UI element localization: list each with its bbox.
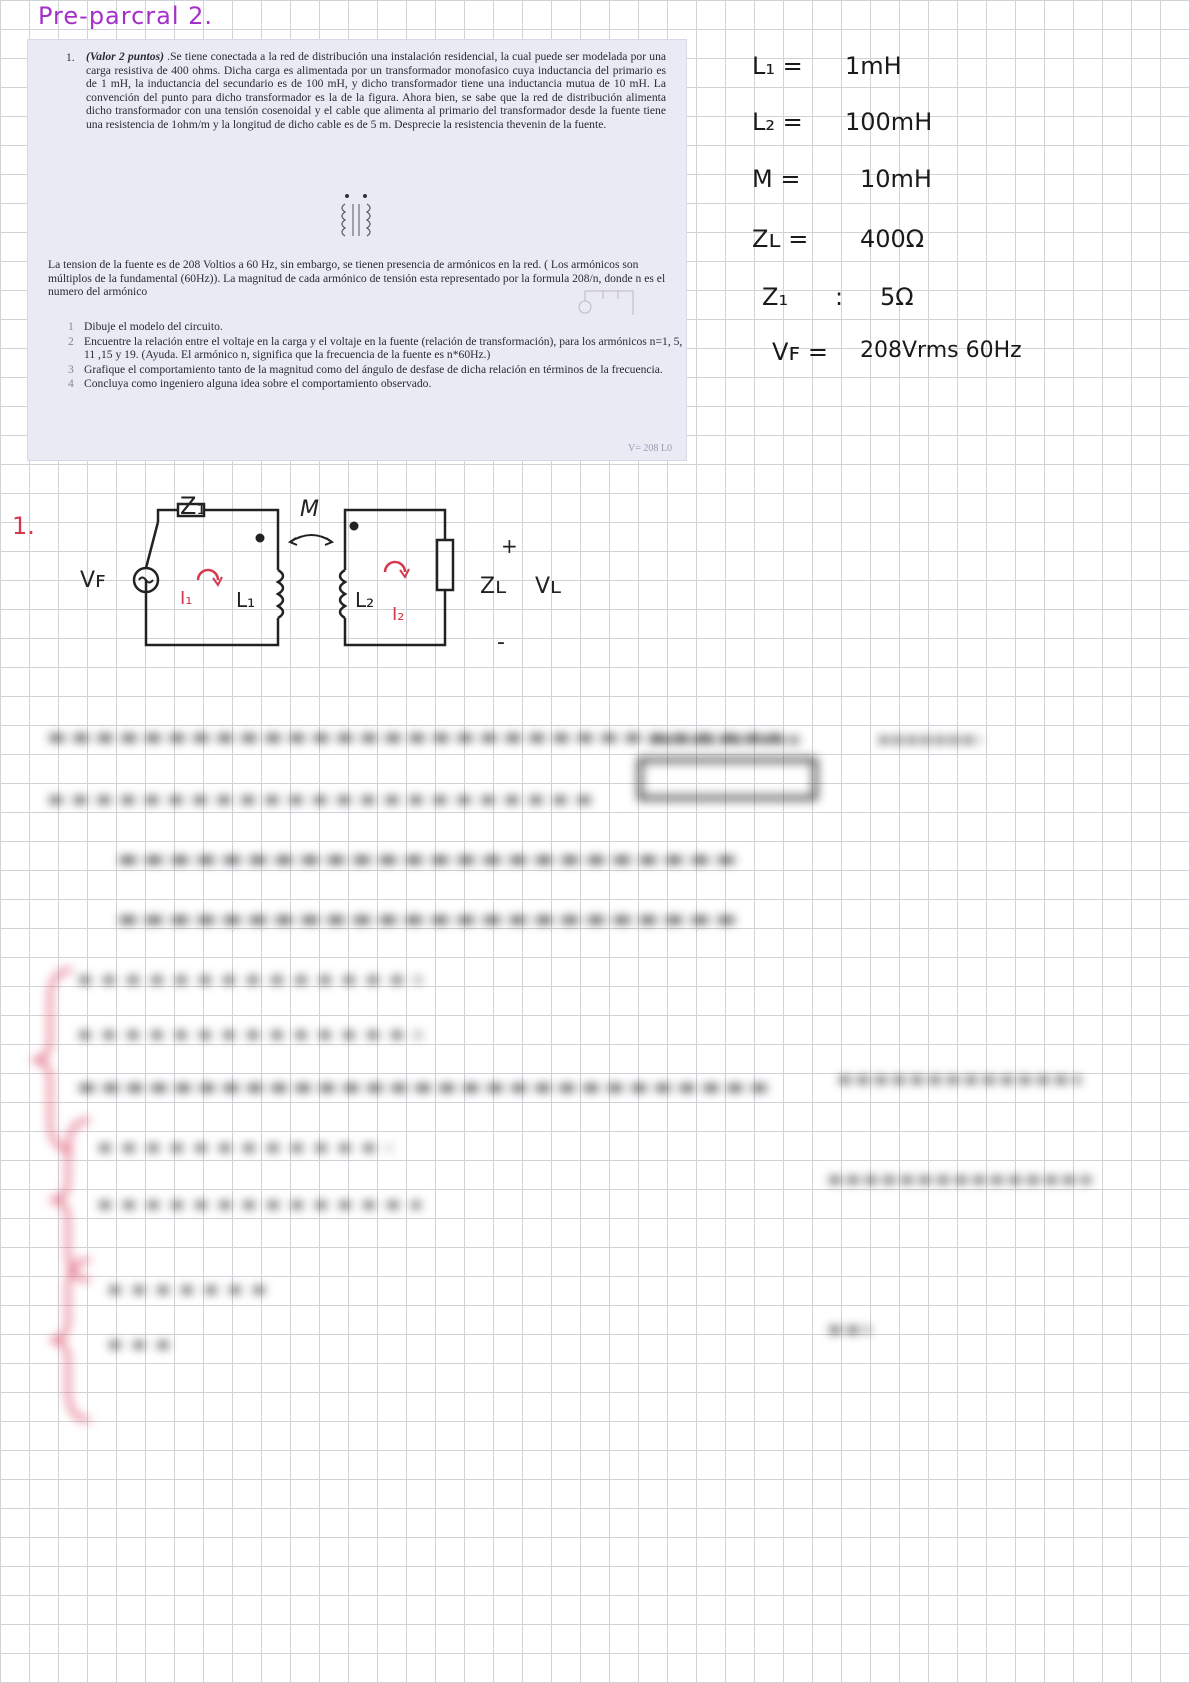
given-m-value: 10mH (860, 165, 932, 193)
given-l2-value: 100mH (845, 108, 933, 136)
problem-statement (86, 50, 666, 132)
task-list (68, 320, 688, 392)
task-item: 4 Concluya como ingeniero alguna idea sobre el comportamiento observado. (68, 377, 432, 391)
transformer-figure (333, 190, 383, 250)
given-z1-value: 5Ω (880, 283, 914, 311)
l1-label: L₁ (236, 588, 256, 612)
given-vf-label: Vꜰ = (772, 338, 828, 366)
z1-label: Z₁ (180, 492, 207, 520)
given-vf-value: 208Vrms 60Hz (860, 338, 1022, 363)
photo-stamp: V= 208 L0 (628, 443, 672, 454)
l2-label: L₂ (355, 588, 375, 612)
problem-points: (Valor 2 puntos) (86, 50, 164, 63)
minus-sign: - (497, 630, 505, 655)
page-title: Pre-parcral 2. (38, 2, 214, 30)
section-1-label: 1. (12, 512, 35, 540)
task-item: 1 Dibuje el modelo del circuito. (68, 320, 223, 333)
vl-label: Vʟ (535, 574, 562, 599)
problem-number: 1. (66, 52, 75, 64)
given-l2-label: L₂ = (752, 108, 803, 136)
harmonics-statement: La tension de la fuente es de 208 Voltios a 60 Hz, sin embargo, se tienen presencia de armónicos en la red. ( Los armónicos son múltiplos de la fundamental (60Hz)). La magnitud de cada armónico de tensión esta representado por la formula 208/n, donde n es el numero del armónico (48, 258, 666, 299)
problem-body: .Se tiene conectada a la red de distribución una instalación residencial, la cual puede ser modelada por una carga resistiva de 400 ohms. Dicha carga es alimentada por un transformador monofasico cuya inductancia del primario es de 1 mH, la inductancia del secundario es de 100 mH, y dicho transformador tiene una inductancia mutua de 10 mH. La convención del punto para dicho transformador es la de la figura. Ahora bien, se sabe que la red de distribución alimenta dicho transformador con una tensión cosenoidal y el cable que alimenta al primario del transformador desde la fuente tiene una resistencia de 1ohm/m y la longitud de dicho cable es de 5 m. Desprecie la resistencia thevenin de la fuente. (86, 50, 667, 131)
given-l1-value: 1mH (845, 52, 902, 80)
zl-label: Zʟ (480, 574, 507, 599)
given-m-label: M = (752, 165, 801, 193)
given-zl-value: 400Ω (860, 225, 925, 253)
m-label: M (300, 497, 319, 522)
task-item: 2 Encuentre la relación entre el voltaje en la carga y el voltaje en la fuente (relación de transformación), para los armónicos n=1, 5, 11 ,15 y 19. (Ayuda. El armónico n, significa que la frecuencia de la fuente es n*60Hz.) (68, 334, 683, 362)
plus-sign: + (501, 534, 518, 558)
given-z1-label: Z₁ (762, 283, 789, 311)
given-zl-label: Zʟ = (752, 225, 809, 253)
exam-photo (28, 40, 686, 460)
vf-label: Vꜰ (80, 568, 106, 593)
i2-label: I₂ (392, 604, 405, 625)
pencil-sketch (573, 285, 673, 325)
given-z1-eq: : (835, 283, 844, 311)
task-item: 3 Grafique el comportamiento tanto de la magnitud como del ángulo de desfase de dicha relación en términos de la frecuencia. (68, 362, 663, 376)
given-l1-label: L₁ = (752, 52, 803, 80)
i1-label: I₁ (180, 588, 193, 609)
blurred-solution-region (0, 640, 1190, 1683)
